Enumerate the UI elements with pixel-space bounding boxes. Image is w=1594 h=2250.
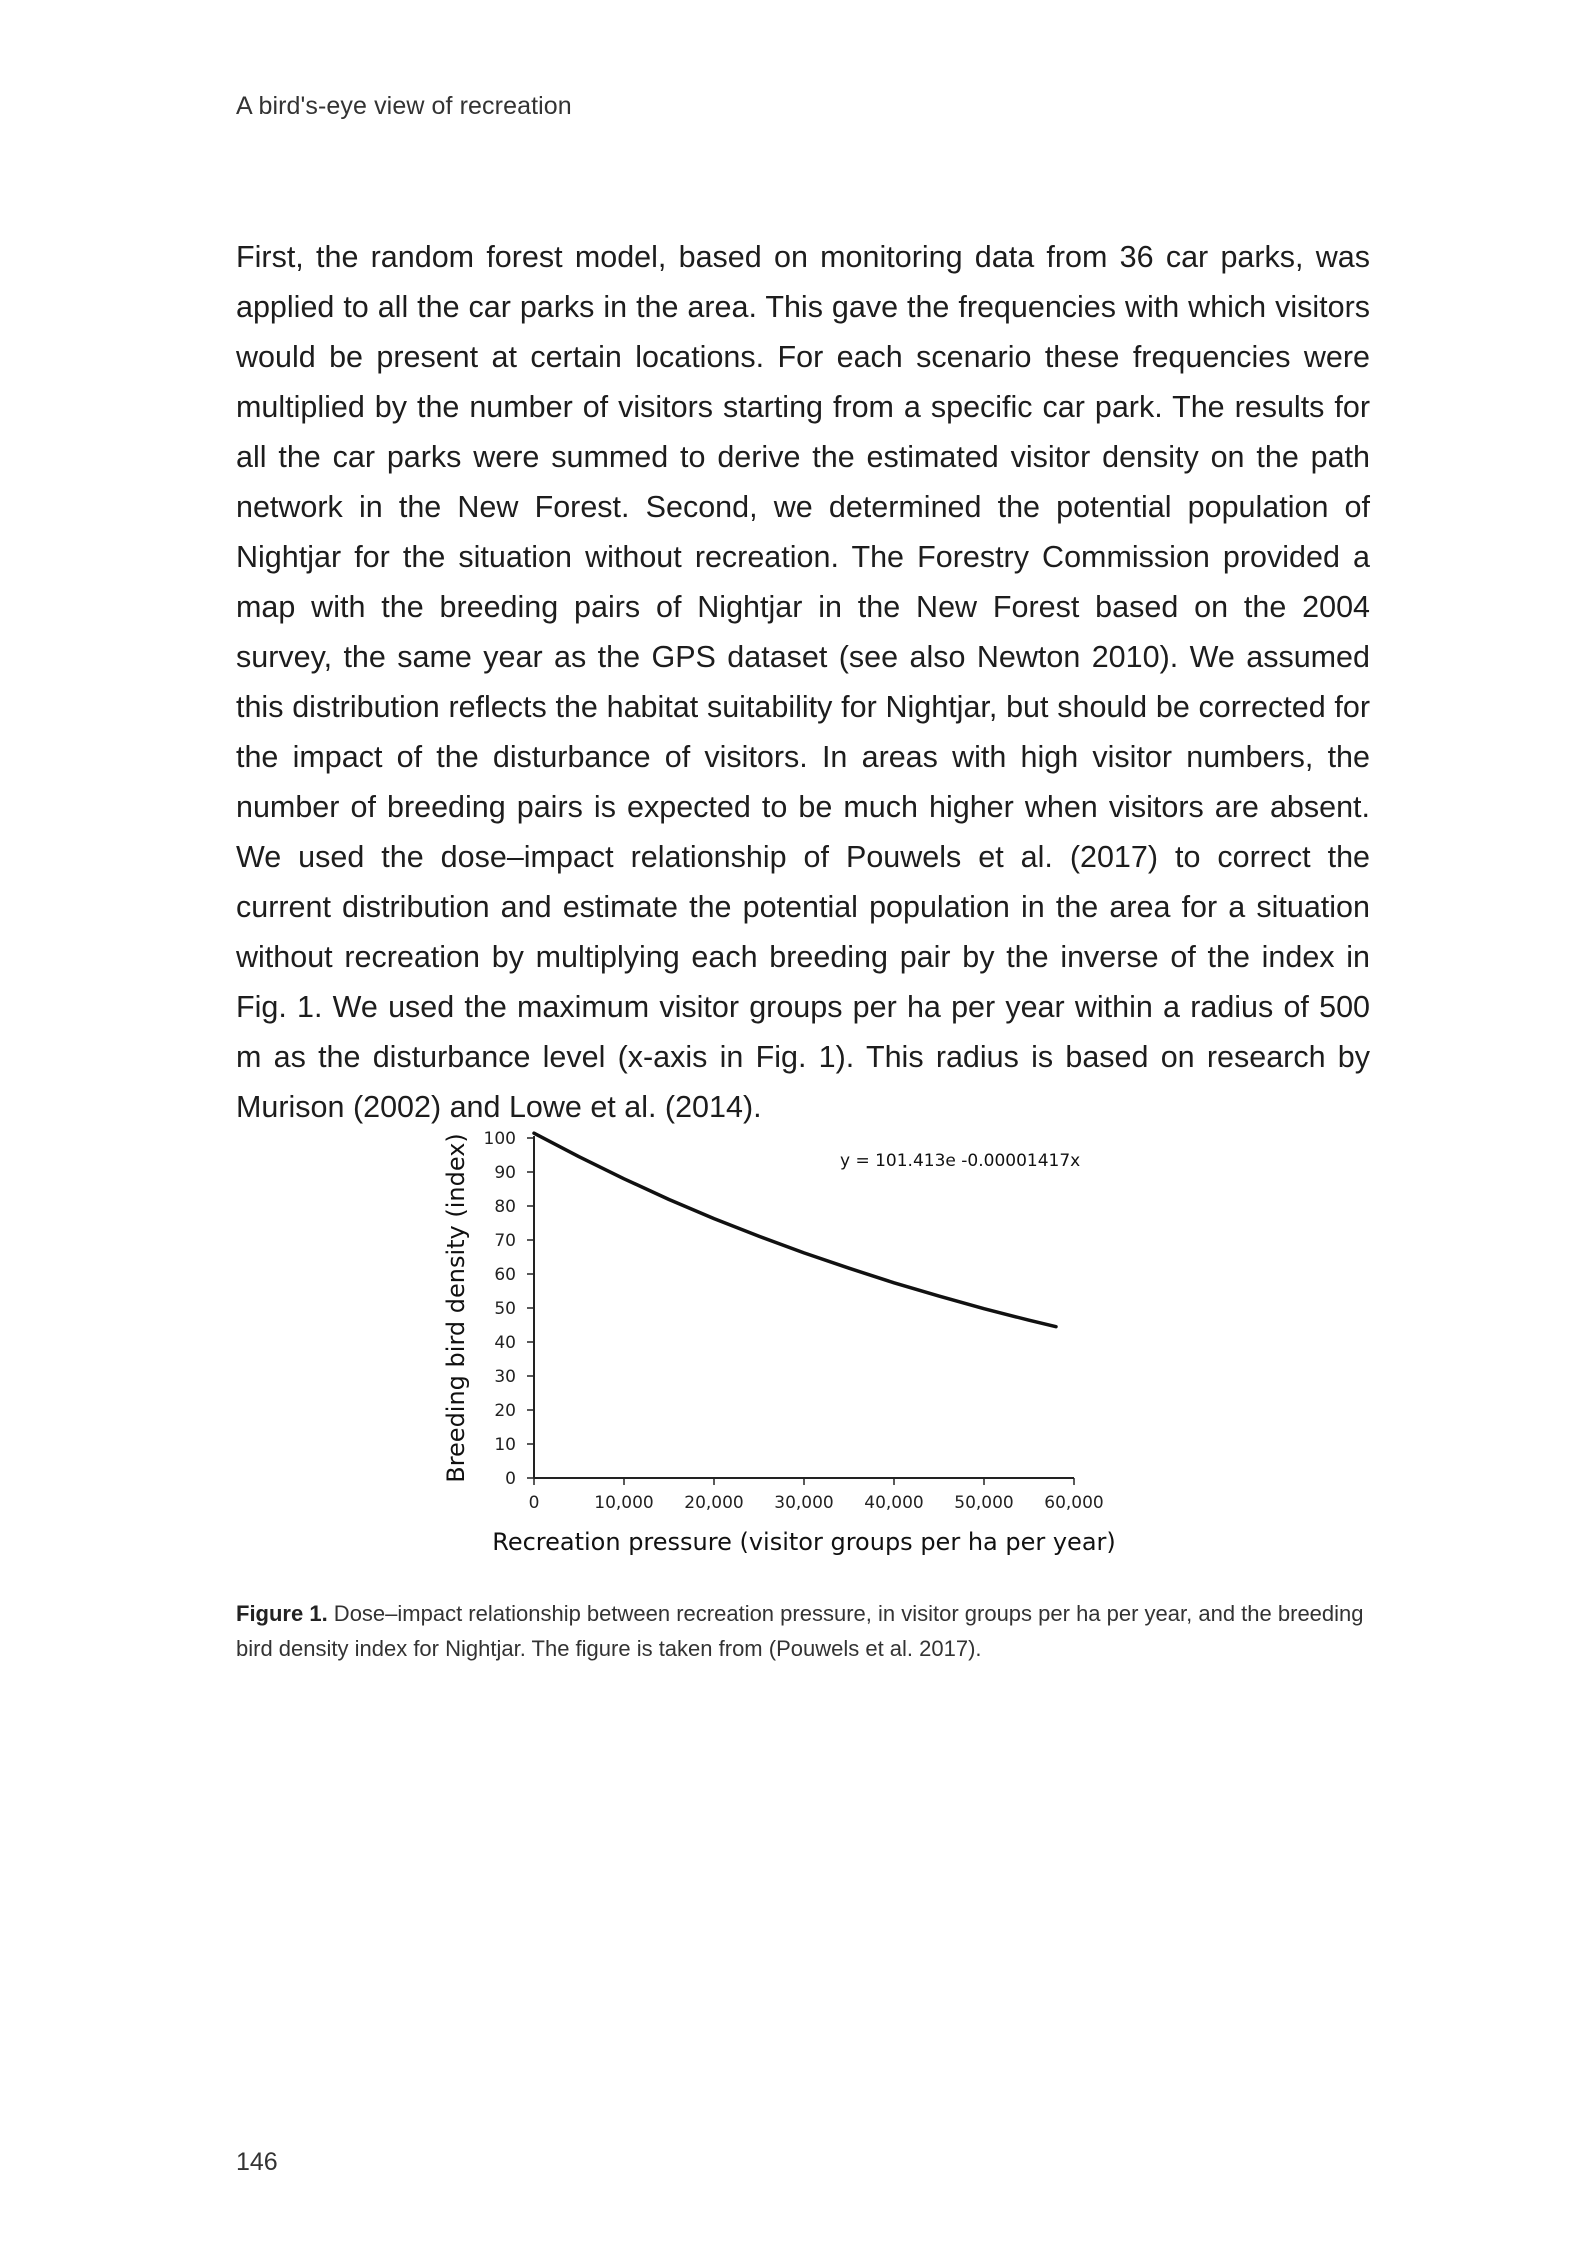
x-tick-label: 20,000 [684, 1493, 744, 1513]
running-header: A bird's-eye view of recreation [236, 92, 572, 120]
x-tick-label: 50,000 [954, 1493, 1014, 1513]
dose-impact-chart [430, 1100, 1190, 1580]
page-number: 146 [236, 2148, 278, 2176]
figure-1 [430, 1100, 1190, 1580]
x-tick-label: 60,000 [1044, 1493, 1104, 1513]
x-axis-title: Recreation pressure (visitor groups per ha per year) [492, 1528, 1116, 1556]
x-tick-label: 40,000 [864, 1493, 924, 1513]
y-tick-label: 0 [505, 1469, 516, 1489]
caption-text: Dose–impact relationship between recreation pressure, in visitor groups per ha per year, and the breeding bird density index for Nightjar. The figure is taken from (Pouwels et al. 2017). [236, 1601, 1364, 1661]
y-axis [484, 1129, 534, 1489]
y-tick-label: 70 [494, 1231, 516, 1251]
x-axis [529, 1478, 1104, 1513]
y-tick-label: 50 [494, 1299, 516, 1319]
y-tick-label: 10 [494, 1435, 516, 1455]
y-tick-label: 20 [494, 1401, 516, 1421]
x-tick-label: 10,000 [594, 1493, 654, 1513]
caption-label: Figure 1. [236, 1601, 328, 1626]
y-tick-label: 60 [494, 1265, 516, 1285]
x-tick-label: 0 [528, 1493, 540, 1513]
figure-caption [236, 1596, 1370, 1666]
y-tick-label: 30 [494, 1367, 516, 1387]
equation-annotation: y = 101.413e -0.00001417x [840, 1151, 1081, 1171]
y-tick-label: 90 [494, 1163, 516, 1183]
y-tick-label: 100 [483, 1129, 516, 1149]
y-tick-label: 40 [494, 1333, 516, 1353]
y-tick-label: 80 [494, 1197, 516, 1217]
y-axis-title: Breeding bird density (index) [442, 1133, 470, 1483]
x-tick-label: 30,000 [774, 1493, 834, 1513]
body-paragraph: First, the random forest model, based on monitoring data from 36 car parks, was applied to all the car parks in the area. This gave the frequencies with which visitors would be present at certain locations. For each scenario these frequencies were multiplied by the number of visitors starting from a specific car park. The results for all the car parks were summed to derive the estimated visitor density on the path network in the New Forest. Second, we determined the potential population of Nightjar for the situation without recreation. The Forestry Commission provided a map with the breeding pairs of Nightjar in the New Forest based on the 2004 survey, the same year as the GPS dataset (see also Newton 2010). We assumed this distribution reflects the habitat suitability for Nightjar, but should be corrected for the impact of the disturbance of visitors. In areas with high visitor numbers, the number of breeding pairs is expected to be much higher when visitors are absent. We used the dose–impact relationship of Pouwels et al. (2017) to correct the current distribution and estimate the potential population in the area for a situation without recreation by multiplying each breeding pair by the inverse of the index in Fig. 1. We used the maximum visitor groups per ha per year within a radius of 500 m as the disturbance level (x-axis in Fig. 1). This radius is based on research by Murison (2002) and Lowe et al. (2014). [236, 240, 1370, 1124]
